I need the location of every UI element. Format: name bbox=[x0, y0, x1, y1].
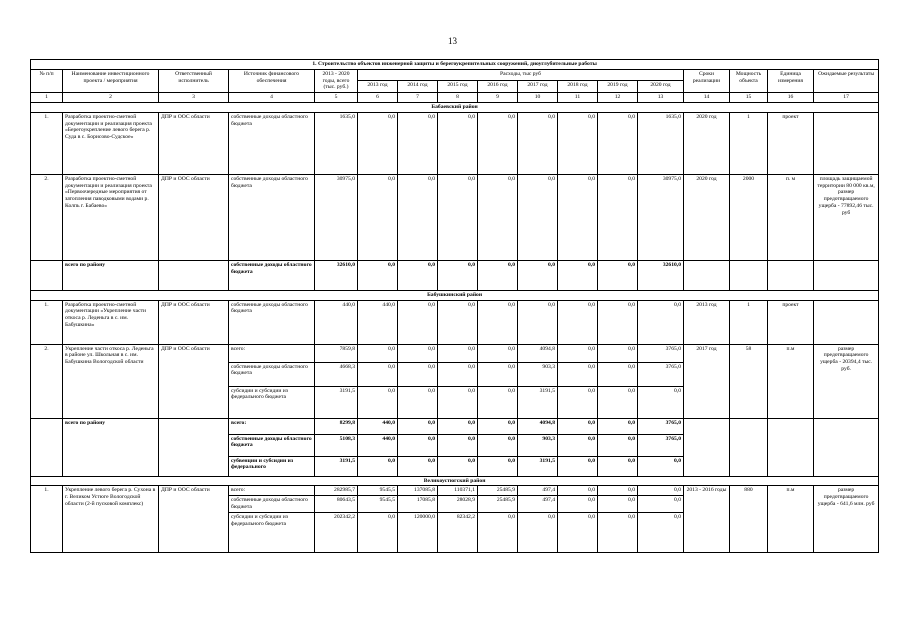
column-number: 11 bbox=[558, 93, 598, 103]
column-number: 7 bbox=[398, 93, 438, 103]
year-value: 0,0 bbox=[478, 386, 518, 418]
year-value: 0,0 bbox=[398, 300, 438, 344]
year-value: 0,0 bbox=[598, 300, 638, 344]
project-executor: ДПР и ООС области bbox=[159, 344, 229, 418]
year-value: 0,0 bbox=[358, 386, 398, 418]
project-row bbox=[31, 344, 879, 362]
year-value: 0,0 bbox=[438, 386, 478, 418]
year-value: 0,0 bbox=[638, 496, 684, 513]
column-number: 10 bbox=[518, 93, 558, 103]
year-value: 0,0 bbox=[478, 456, 518, 476]
year-value: 3191,5 bbox=[518, 456, 558, 476]
year-value: 0,0 bbox=[598, 496, 638, 513]
year-value: 0,0 bbox=[398, 418, 438, 434]
total-value: 3191,5 bbox=[315, 386, 358, 418]
year-value: 0,0 bbox=[478, 362, 518, 386]
year-value: 9545,5 bbox=[358, 486, 398, 496]
year-value: 0,0 bbox=[438, 418, 478, 434]
header-num: № п/п bbox=[31, 69, 63, 92]
project-row bbox=[31, 174, 879, 260]
funding-source: субвенции и субсидии из федерального bbox=[229, 456, 315, 476]
year-value: 0,0 bbox=[398, 386, 438, 418]
project-row bbox=[31, 486, 879, 496]
year-value: 0,0 bbox=[438, 362, 478, 386]
header-capacity: Мощность объекта bbox=[730, 69, 768, 92]
year-value: 440,0 bbox=[358, 300, 398, 344]
funding-source: собственные доходы областного бюджета bbox=[229, 496, 315, 513]
district-total-label: всего по району bbox=[63, 418, 159, 476]
year-value: 0,0 bbox=[438, 434, 478, 456]
year-value: 0,0 bbox=[438, 456, 478, 476]
total-value: 8299,8 bbox=[315, 418, 358, 434]
year-value: 120000,0 bbox=[398, 512, 438, 552]
year-value: 0,0 bbox=[558, 112, 598, 174]
total-value: 30975,0 bbox=[315, 174, 358, 260]
header-year: 2015 год bbox=[438, 81, 478, 93]
total-blank bbox=[31, 418, 63, 476]
year-value: 3765,0 bbox=[638, 434, 684, 456]
total-blank bbox=[768, 418, 814, 476]
total-blank bbox=[814, 260, 879, 290]
project-name: Разработка проектно-сметной документации и реализация проекта «Первоочередные мероприятия от затопления паводковыми водами р. Колпь г. Бабаево» bbox=[63, 174, 159, 260]
year-value: 903,3 bbox=[518, 434, 558, 456]
header-row bbox=[31, 69, 879, 81]
year-value: 0,0 bbox=[438, 260, 478, 290]
total-blank bbox=[730, 418, 768, 476]
year-value: 0,0 bbox=[518, 112, 558, 174]
column-number: 8 bbox=[438, 93, 478, 103]
year-value: 3765,0 bbox=[638, 344, 684, 362]
project-name: Разработка проектно-сметной документации и реализация проекта «Берегоукрепление левого берега р. Суда в с. Борисово-Судское» bbox=[63, 112, 159, 174]
investment-projects-table bbox=[30, 59, 879, 553]
year-value: 82342,2 bbox=[438, 512, 478, 552]
year-value: 0,0 bbox=[638, 456, 684, 476]
year-value: 4094,8 bbox=[518, 418, 558, 434]
year-value: 903,3 bbox=[518, 362, 558, 386]
year-value: 0,0 bbox=[558, 174, 598, 260]
year-value: 440,0 bbox=[358, 434, 398, 456]
year-value: 0,0 bbox=[598, 386, 638, 418]
year-value: 0,0 bbox=[558, 362, 598, 386]
year-value: 0,0 bbox=[598, 456, 638, 476]
year-value: 0,0 bbox=[558, 300, 598, 344]
project-num: 1. bbox=[31, 112, 63, 174]
funding-source: всего: bbox=[229, 486, 315, 496]
year-value: 0,0 bbox=[638, 386, 684, 418]
year-value: 0,0 bbox=[438, 300, 478, 344]
column-number: 12 bbox=[598, 93, 638, 103]
year-value: 0,0 bbox=[478, 418, 518, 434]
year-value: 0,0 bbox=[358, 362, 398, 386]
page-number: 13 bbox=[448, 36, 457, 46]
project-capacity: 1 bbox=[730, 300, 768, 344]
total-blank bbox=[768, 260, 814, 290]
year-value: 3765,0 bbox=[638, 418, 684, 434]
year-value: 0,0 bbox=[558, 434, 598, 456]
year-value: 0,0 bbox=[478, 512, 518, 552]
funding-source: собственные доходы областного бюджета bbox=[229, 362, 315, 386]
year-value: 0,0 bbox=[598, 434, 638, 456]
year-value: 0,0 bbox=[598, 344, 638, 362]
header-year: 2020 год bbox=[638, 81, 684, 93]
total-blank bbox=[684, 418, 730, 476]
column-number: 15 bbox=[730, 93, 768, 103]
table-title-row bbox=[31, 60, 879, 70]
project-results bbox=[814, 112, 879, 174]
header-year: 2019 год bbox=[598, 81, 638, 93]
project-unit: п.м bbox=[768, 486, 814, 552]
project-capacity: 1 bbox=[730, 112, 768, 174]
funding-source: собственные доходы областного бюджета bbox=[229, 300, 315, 344]
total-value: 3191,5 bbox=[315, 456, 358, 476]
year-value: 0,0 bbox=[358, 456, 398, 476]
year-value: 32610,0 bbox=[638, 260, 684, 290]
project-terms: 2017 год bbox=[684, 344, 730, 418]
district-total-row bbox=[31, 260, 879, 290]
year-value: 0,0 bbox=[518, 300, 558, 344]
year-value: 28028,9 bbox=[438, 496, 478, 513]
project-executor: ДПР и ООС области bbox=[159, 486, 229, 552]
total-blank bbox=[684, 260, 730, 290]
total-value: 4668,3 bbox=[315, 362, 358, 386]
year-value: 0,0 bbox=[598, 174, 638, 260]
year-value: 9545,5 bbox=[358, 496, 398, 513]
year-value: 3191,5 bbox=[518, 386, 558, 418]
year-value: 0,0 bbox=[398, 456, 438, 476]
project-capacity: 2000 bbox=[730, 174, 768, 260]
column-number: 1 bbox=[31, 93, 63, 103]
year-value: 0,0 bbox=[518, 174, 558, 260]
year-value: 137085,8 bbox=[398, 486, 438, 496]
total-blank bbox=[31, 260, 63, 290]
funding-source: всего: bbox=[229, 344, 315, 362]
year-value: 0,0 bbox=[518, 260, 558, 290]
header-expenses: Расходы, тыс руб bbox=[358, 69, 684, 81]
district-row bbox=[31, 290, 879, 300]
district-name: Великоустюгский район bbox=[31, 476, 879, 486]
column-number: 5 bbox=[315, 93, 358, 103]
column-numbers-row bbox=[31, 93, 879, 103]
project-unit: проект bbox=[768, 300, 814, 344]
year-value: 0,0 bbox=[398, 434, 438, 456]
year-value: 0,0 bbox=[358, 344, 398, 362]
funding-source: субсидии и субсидии из федерального бюджета bbox=[229, 512, 315, 552]
project-capacity: 880 bbox=[730, 486, 768, 552]
year-value: 0,0 bbox=[478, 344, 518, 362]
project-results: площадь защищаемой территории 80 000 кв.м, размер предотвращаемого ущерба - 77892,46 тыс. руб bbox=[814, 174, 879, 260]
header-year: 2017 год bbox=[518, 81, 558, 93]
total-value: 5108,3 bbox=[315, 434, 358, 456]
project-terms: 2013 год bbox=[684, 300, 730, 344]
header-total: 2013 - 2020 годы, всего (тыс. руб.) bbox=[315, 69, 358, 92]
year-value: 0,0 bbox=[558, 344, 598, 362]
year-value: 0,0 bbox=[558, 456, 598, 476]
year-value: 0,0 bbox=[598, 112, 638, 174]
column-number: 16 bbox=[768, 93, 814, 103]
column-number: 4 bbox=[229, 93, 315, 103]
year-value: 0,0 bbox=[398, 260, 438, 290]
project-name: Укрепление части откоса р. Леденьга в районе ул. Школьная в с. им. Бабушкина Вологодской области bbox=[63, 344, 159, 418]
year-value: 0,0 bbox=[438, 344, 478, 362]
project-unit: п.м bbox=[768, 344, 814, 418]
year-value: 0,0 bbox=[358, 112, 398, 174]
year-value: 110371,1 bbox=[438, 486, 478, 496]
column-number: 14 bbox=[684, 93, 730, 103]
district-total-row bbox=[31, 418, 879, 434]
funding-source: собственные доходы областного бюджета bbox=[229, 174, 315, 260]
year-value: 0,0 bbox=[638, 300, 684, 344]
funding-source: собственные доходы областного бюджета bbox=[229, 434, 315, 456]
total-value: 1635,0 bbox=[315, 112, 358, 174]
year-value: 0,0 bbox=[518, 512, 558, 552]
column-number: 9 bbox=[478, 93, 518, 103]
year-value: 0,0 bbox=[438, 112, 478, 174]
project-name: Разработка проектно-сметной документации «Укрепление части откоса р. Леденьга в с. им. Бабушкина» bbox=[63, 300, 159, 344]
total-value: 32610,0 bbox=[315, 260, 358, 290]
header-unit: Единица измерения bbox=[768, 69, 814, 92]
project-unit: п. м bbox=[768, 174, 814, 260]
project-executor: ДПР и ООС области bbox=[159, 112, 229, 174]
district-row bbox=[31, 102, 879, 112]
project-num: 1. bbox=[31, 300, 63, 344]
year-value: 4094,8 bbox=[518, 344, 558, 362]
project-results: размер предотвращаемого ущерба - 641,6 млн. руб bbox=[814, 486, 879, 552]
project-terms: 2013 - 2016 годы bbox=[684, 486, 730, 552]
funding-source: субсидии и субсидии из федерального бюджета bbox=[229, 386, 315, 418]
project-executor: ДПР и ООС области bbox=[159, 174, 229, 260]
year-value: 497,4 bbox=[518, 496, 558, 513]
funding-source: собственные доходы областного бюджета bbox=[229, 260, 315, 290]
year-value: 0,0 bbox=[598, 260, 638, 290]
year-value: 0,0 bbox=[638, 512, 684, 552]
district-name: Бабушкинский район bbox=[31, 290, 879, 300]
year-value: 0,0 bbox=[398, 362, 438, 386]
header-executor: Ответственный исполнитель bbox=[159, 69, 229, 92]
project-name: Укрепление левого берега р. Сухона в г. Великом Устюге Вологодской области (2-й пусковой комплекс) bbox=[63, 486, 159, 552]
project-num: 2. bbox=[31, 174, 63, 260]
header-source: Источник финансового обеспечения bbox=[229, 69, 315, 92]
year-value: 0,0 bbox=[438, 174, 478, 260]
total-blank bbox=[159, 260, 229, 290]
project-unit: проект bbox=[768, 112, 814, 174]
year-value: 0,0 bbox=[558, 496, 598, 513]
district-name: Бабаевский район bbox=[31, 102, 879, 112]
year-value: 0,0 bbox=[558, 260, 598, 290]
year-value: 0,0 bbox=[478, 174, 518, 260]
project-row bbox=[31, 112, 879, 174]
column-number: 17 bbox=[814, 93, 879, 103]
year-value: 0,0 bbox=[358, 260, 398, 290]
total-blank bbox=[730, 260, 768, 290]
project-capacity: 58 bbox=[730, 344, 768, 418]
funding-source: всего: bbox=[229, 418, 315, 434]
year-value: 0,0 bbox=[598, 486, 638, 496]
header-year: 2013 год bbox=[358, 81, 398, 93]
year-value: 0,0 bbox=[598, 418, 638, 434]
year-value: 0,0 bbox=[478, 112, 518, 174]
district-row bbox=[31, 476, 879, 486]
header-year: 2014 год bbox=[398, 81, 438, 93]
project-row bbox=[31, 300, 879, 344]
project-results: размер предотвращаемого ущерба - 20394,4 тыс. руб. bbox=[814, 344, 879, 418]
year-value: 1635,0 bbox=[638, 112, 684, 174]
year-value: 0,0 bbox=[638, 486, 684, 496]
year-value: 0,0 bbox=[478, 300, 518, 344]
column-number: 13 bbox=[638, 93, 684, 103]
header-year: 2018 год bbox=[558, 81, 598, 93]
header-terms: Сроки реализации bbox=[684, 69, 730, 92]
year-value: 30975,0 bbox=[638, 174, 684, 260]
header-results: Ожидаемые результаты bbox=[814, 69, 879, 92]
project-terms: 2020 год bbox=[684, 112, 730, 174]
year-value: 0,0 bbox=[558, 386, 598, 418]
district-total-label: всего по району bbox=[63, 260, 159, 290]
total-value: 440,0 bbox=[315, 300, 358, 344]
year-value: 0,0 bbox=[598, 512, 638, 552]
header-name: Наименование инвестиционного проекта / мероприятия bbox=[63, 69, 159, 92]
year-value: 0,0 bbox=[398, 112, 438, 174]
year-value: 0,0 bbox=[598, 362, 638, 386]
table-title: 1. Строительство объектов инженерной защиты и берегоукрепительных сооружений, дноуглубительные работы bbox=[31, 60, 879, 70]
total-value: 202342,2 bbox=[315, 512, 358, 552]
year-value: 0,0 bbox=[558, 486, 598, 496]
project-results bbox=[814, 300, 879, 344]
total-value: 282985,7 bbox=[315, 486, 358, 496]
year-value: 25485,9 bbox=[478, 486, 518, 496]
year-value: 0,0 bbox=[358, 512, 398, 552]
total-value: 7859,8 bbox=[315, 344, 358, 362]
year-value: 0,0 bbox=[558, 418, 598, 434]
project-terms: 2020 год bbox=[684, 174, 730, 260]
column-number: 6 bbox=[358, 93, 398, 103]
year-value: 3765,0 bbox=[638, 362, 684, 386]
year-value: 25485,9 bbox=[478, 496, 518, 513]
year-value: 0,0 bbox=[558, 512, 598, 552]
year-value: 0,0 bbox=[398, 174, 438, 260]
year-value: 0,0 bbox=[478, 260, 518, 290]
year-value: 0,0 bbox=[398, 344, 438, 362]
year-value: 440,0 bbox=[358, 418, 398, 434]
total-blank bbox=[159, 418, 229, 476]
year-value: 0,0 bbox=[478, 434, 518, 456]
total-blank bbox=[814, 418, 879, 476]
project-num: 1. bbox=[31, 486, 63, 552]
project-num: 2. bbox=[31, 344, 63, 418]
year-value: 17085,8 bbox=[398, 496, 438, 513]
header-year: 2016 год bbox=[478, 81, 518, 93]
column-number: 2 bbox=[63, 93, 159, 103]
total-value: 80643,5 bbox=[315, 496, 358, 513]
project-executor: ДПР и ООС области bbox=[159, 300, 229, 344]
year-value: 0,0 bbox=[358, 174, 398, 260]
column-number: 3 bbox=[159, 93, 229, 103]
year-value: 497,4 bbox=[518, 486, 558, 496]
funding-source: собственные доходы областного бюджета bbox=[229, 112, 315, 174]
